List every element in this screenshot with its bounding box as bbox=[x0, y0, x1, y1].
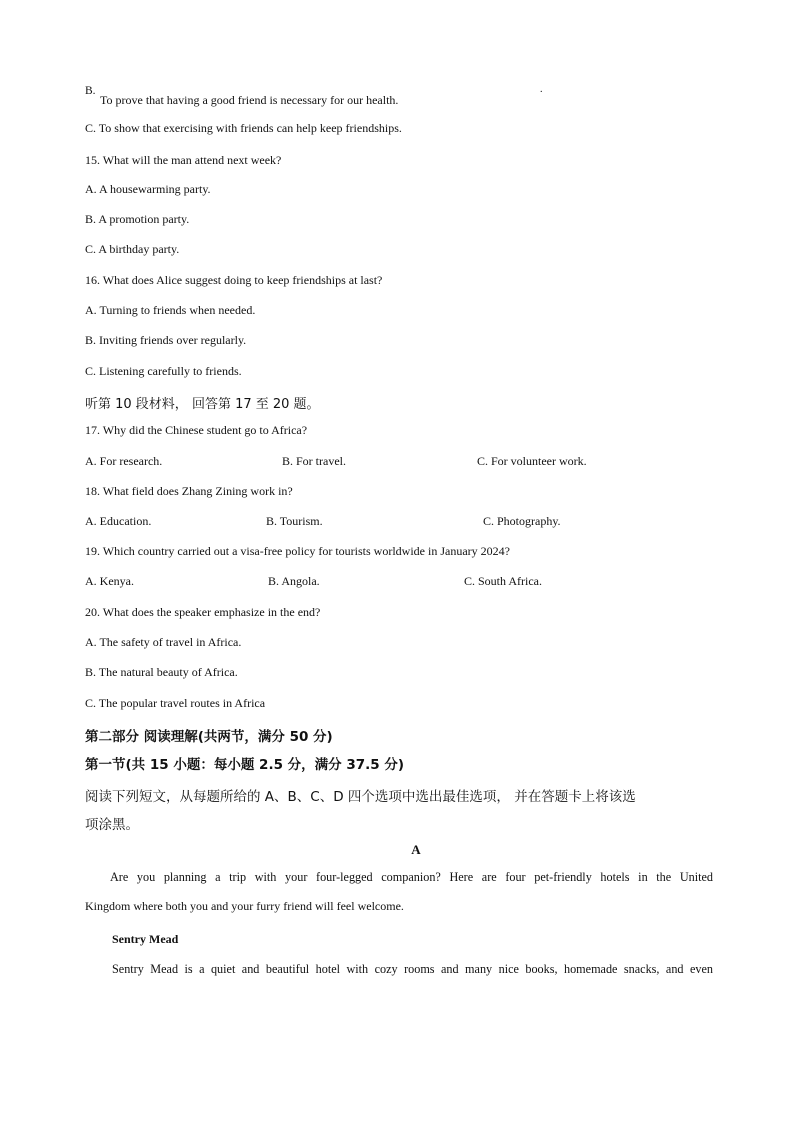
q19-option-b: B. Angola. bbox=[268, 574, 320, 588]
q17-question: 17. Why did the Chinese student go to Africa? bbox=[85, 423, 308, 437]
q19-option-a: A. Kenya. bbox=[85, 574, 134, 588]
q16-option-c: C. Listening carefully to friends. bbox=[85, 364, 242, 378]
q15-option-b: B. A promotion party. bbox=[85, 212, 190, 226]
q15-question: 15. What will the man attend next week? bbox=[85, 153, 282, 167]
q19-question: 19. Which country carried out a visa-free policy for tourists worldwide in January 2024? bbox=[85, 544, 510, 558]
section1-title: 第一节(共 15 小题：每小题 2.5 分，满分 37.5 分) bbox=[85, 757, 405, 773]
intro-line2: Kingdom where both you and your furry friend will feel welcome. bbox=[85, 899, 404, 913]
passage-label: A bbox=[411, 842, 421, 857]
q20-option-b: B. The natural beauty of Africa. bbox=[85, 665, 238, 679]
q17-option-c: C. For volunteer work. bbox=[477, 454, 587, 468]
q17-option-b: B. For travel. bbox=[282, 454, 346, 468]
q15-option-c: C. A birthday party. bbox=[85, 242, 180, 256]
hotel-description: Sentry Mead is a quiet and beautiful hotel with cozy rooms and many nice books, homemade snacks, and even bbox=[112, 962, 713, 976]
q18-question: 18. What field does Zhang Zining work in? bbox=[85, 484, 293, 498]
q20-question: 20. What does the speaker emphasize in the end? bbox=[85, 605, 321, 619]
hotel-name: Sentry Mead bbox=[112, 932, 179, 946]
section10-instruction: 听第 10 段材料， 回答第 17 至 20 题。 bbox=[85, 397, 320, 412]
q16-option-b: B. Inviting friends over regularly. bbox=[85, 333, 247, 347]
part2-title: 第二部分 阅读理解(共两节，满分 50 分) bbox=[85, 729, 333, 745]
q17-option-a: A. For research. bbox=[85, 454, 163, 468]
q18-option-c: C. Photography. bbox=[483, 514, 561, 528]
q14-option-b: To prove that having a good friend is necessary for our health. bbox=[100, 93, 399, 107]
q19-option-c: C. South Africa. bbox=[464, 574, 542, 588]
stray-mark: . bbox=[540, 84, 543, 95]
intro-line1: Are you planning a trip with your four-legged companion? Here are four pet-friendly hotels in the United bbox=[110, 870, 713, 884]
q18-option-a: A. Education. bbox=[85, 514, 152, 528]
q20-option-c: C. The popular travel routes in Africa bbox=[85, 696, 266, 710]
q14-option-b-letter: B. bbox=[85, 85, 96, 97]
instructions-line1: 阅读下列短文，从每题所给的 A、B、C、D 四个选项中选出最佳选项， 并在答题卡上将该选 bbox=[85, 789, 636, 805]
q18-option-b: B. Tourism. bbox=[266, 514, 323, 528]
q16-question: 16. What does Alice suggest doing to keep friendships at last? bbox=[85, 273, 383, 287]
q20-option-a: A. The safety of travel in Africa. bbox=[85, 635, 242, 649]
instructions-line2: 项涂黑。 bbox=[85, 817, 139, 833]
q16-option-a: A. Turning to friends when needed. bbox=[85, 303, 256, 317]
q14-option-c: C. To show that exercising with friends can help keep friendships. bbox=[85, 121, 402, 135]
q15-option-a: A. A housewarming party. bbox=[85, 182, 211, 196]
